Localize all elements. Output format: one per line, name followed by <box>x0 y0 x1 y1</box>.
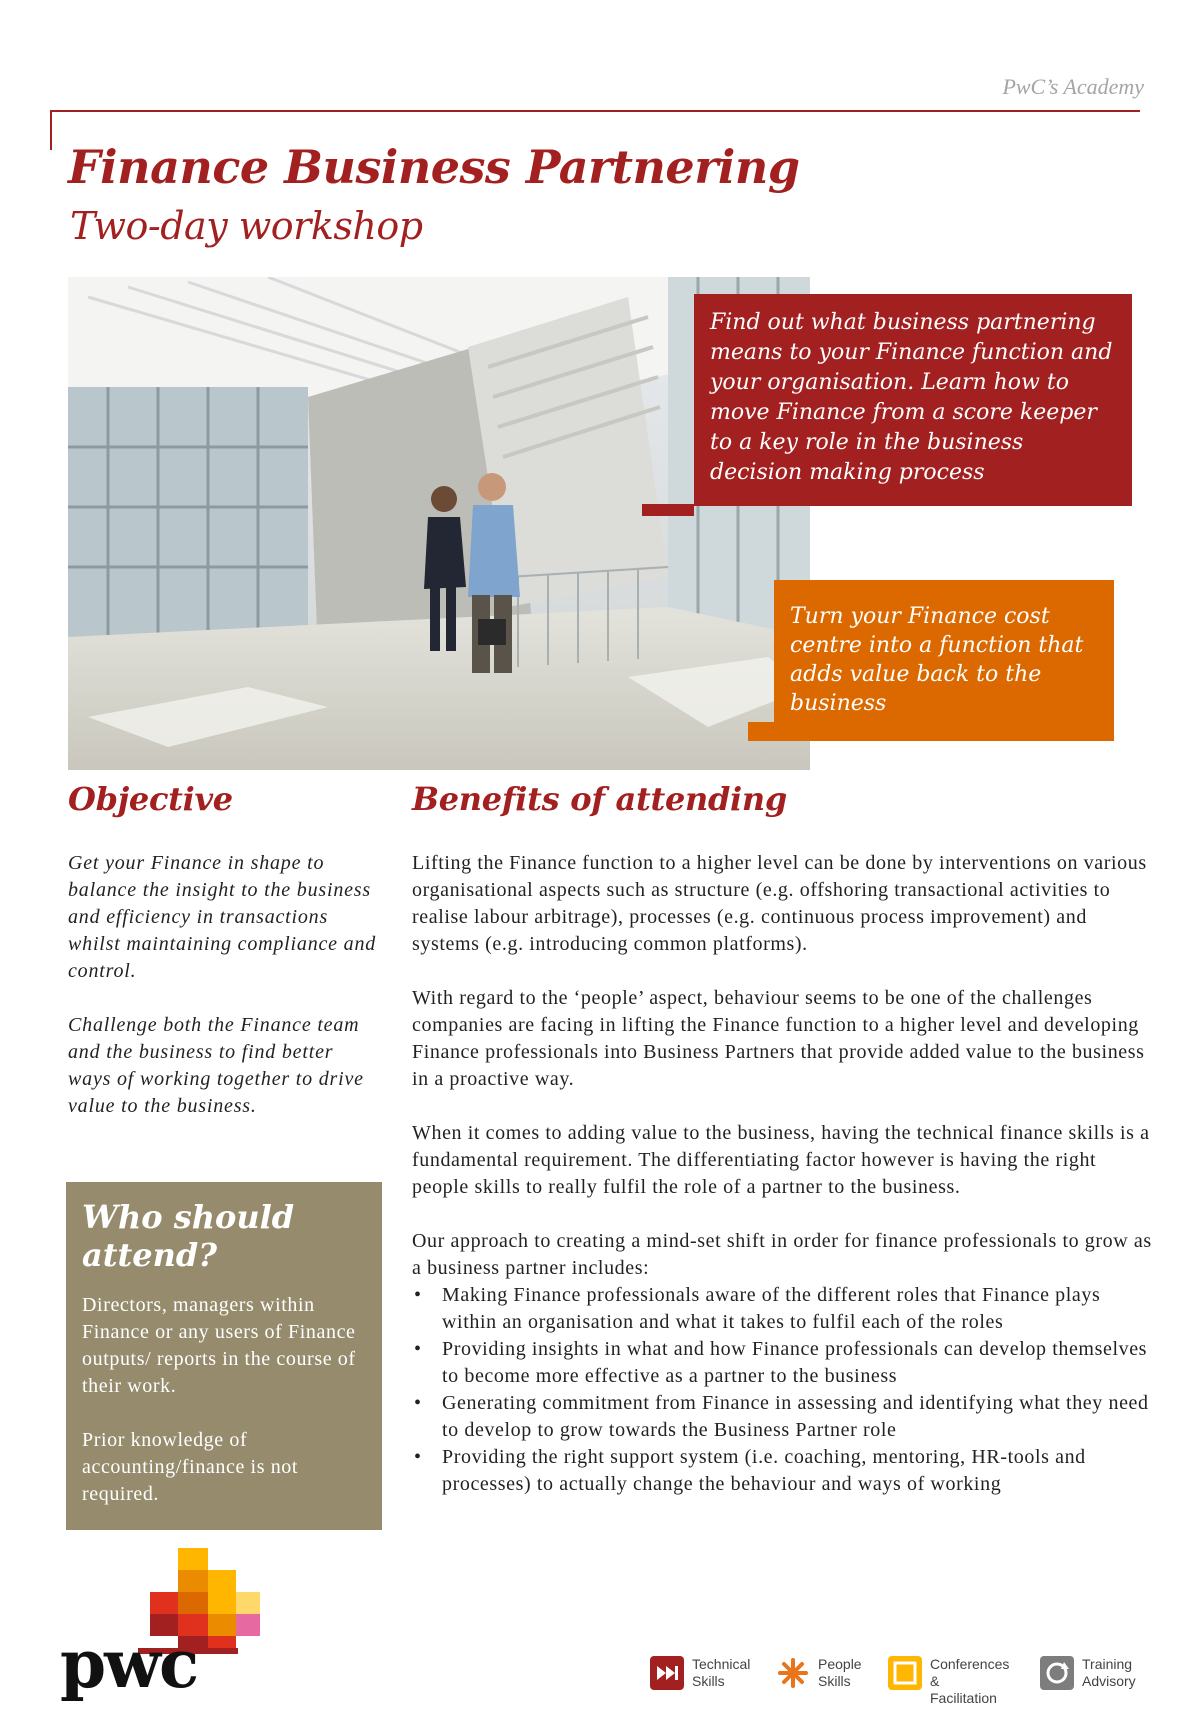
starburst-icon <box>776 1656 810 1690</box>
pwc-logo-wordmark: pwc <box>60 1625 198 1703</box>
who-should-attend-box <box>66 1182 382 1530</box>
callout-red: Find out what business partnering means to your Finance function and your organisation. Learn how to move Finance from a score keeper to a key role in the business decision making process <box>694 294 1132 506</box>
callout-orange-accent <box>748 722 774 741</box>
list-item: • Providing insights in what and how Finance professionals can develop themselves to become more effective as a partner to the business <box>412 1336 1152 1390</box>
objective-heading: Objective <box>68 780 233 818</box>
benefits-text <box>412 850 1152 1498</box>
fast-forward-icon <box>650 1656 684 1690</box>
header-rule <box>50 110 1140 112</box>
callout-red-accent <box>642 504 694 516</box>
benefits-paragraph: Lifting the Finance function to a higher level can be done by interventions on various organisational aspects such as structure (e.g. offshoring transactional activities to realise labour arbitrage), processes (e.g. continuous process improvement) and systems (e.g. introducing common platforms). <box>412 852 1147 955</box>
tag-label: Training Advisory <box>1082 1656 1136 1689</box>
service-tags <box>650 1654 1150 1706</box>
who-heading: Who should attend? <box>82 1198 295 1274</box>
benefits-list <box>412 1282 1152 1498</box>
objective-paragraph: Challenge both the Finance team and the business to find better ways of working together to drive value to the business. <box>68 1014 364 1117</box>
benefits-paragraph: When it comes to adding value to the business, having the technical finance skills is a fundamental requirement. The differentiating factor however is having the right people skills to really fulfil the role of a partner to the business. <box>412 1122 1150 1198</box>
list-item: • Providing the right support system (i.e. coaching, mentoring, HR-tools and processes) to actually change the behaviour and ways of working <box>412 1444 1152 1498</box>
benefits-paragraph: With regard to the ‘people’ aspect, behaviour seems to be one of the challenges companies are facing in lifting the Finance function to a higher level and developing Finance professionals into Business Partners that provide added value to the business in a proactive way. <box>412 987 1145 1090</box>
benefits-lead: Our approach to creating a mind-set shift in order for finance professionals to grow as a business partner includes: <box>412 1230 1152 1279</box>
tag-label: People Skills <box>818 1656 862 1689</box>
tag-label: Conferences & Facilitation <box>930 1656 1010 1706</box>
who-paragraph: Directors, managers within Finance or any users of Finance outputs/ reports in the course of their work. <box>82 1294 356 1397</box>
header-rule-corner <box>50 110 52 150</box>
callout-orange: Turn your Finance cost centre into a function that adds value back to the business <box>774 580 1114 741</box>
page-subtitle: Two-day workshop <box>70 204 423 248</box>
who-paragraph: Prior knowledge of accounting/finance is not required. <box>82 1429 299 1505</box>
tag-label: Technical Skills <box>692 1656 751 1689</box>
list-item: • Making Finance professionals aware of the different roles that Finance plays within an organisation and what it takes to fulfil each of the roles <box>412 1282 1152 1336</box>
benefits-heading: Benefits of attending <box>412 780 787 818</box>
page-title: Finance Business Partnering <box>68 140 800 194</box>
objective-text <box>68 850 378 1147</box>
objective-paragraph: Get your Finance in shape to balance the insight to the business and efficiency in transactions whilst maintaining compliance and control. <box>68 852 377 982</box>
academy-tag: PwC’s Academy <box>1002 74 1144 99</box>
square-icon <box>888 1656 922 1690</box>
who-text <box>82 1292 368 1508</box>
list-item: • Generating commitment from Finance in assessing and identifying what they need to develop to grow towards the Business Partner role <box>412 1390 1152 1444</box>
cycle-icon <box>1040 1656 1074 1690</box>
